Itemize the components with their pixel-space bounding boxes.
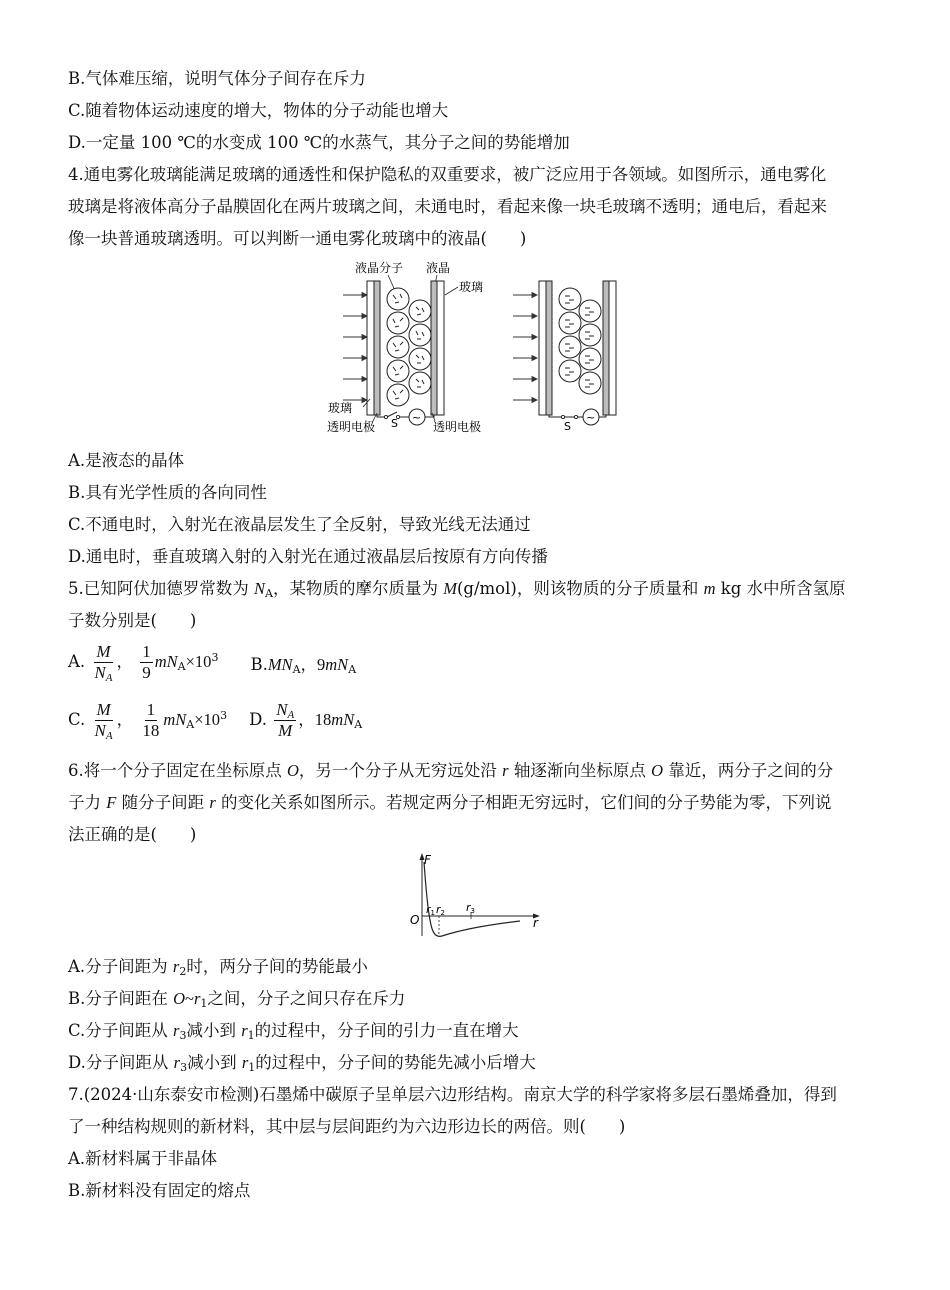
q7-option-a: A.新材料属于非晶体	[68, 1149, 218, 1168]
q3-option-b: B.气体难压缩，说明气体分子间存在斥力	[68, 69, 366, 88]
q3-option-c: C.随着物体运动速度的增大，物体的分子动能也增大	[68, 101, 449, 120]
q4-option-a: A.是液态的晶体	[68, 451, 185, 470]
origin-label: O	[410, 913, 420, 927]
label-switch-right: S	[564, 420, 571, 433]
q5-option-d: D. $\frac{N_A}{M}$ ，$18mN_A$	[249, 700, 363, 740]
ac-source-left: ~	[412, 411, 422, 424]
aligned-molecules	[559, 288, 601, 394]
q5-option-row-ab	[68, 642, 356, 683]
disordered-molecules	[387, 288, 431, 406]
q3-option-d: D.一定量 100 ℃的水变成 100 ℃的水蒸气，其分子之间的势能增加	[68, 133, 570, 152]
label-glass-left: 玻璃	[328, 401, 353, 415]
q6-option-d: D.分子间距从 $r_3$减小到 $r_1$的过程中，分子间的势能先减小后增大	[68, 1053, 536, 1074]
q5-option-a: A. $\frac{M}{N_A}$ ， $\frac{1}{9}$ $mN_A\times 10^3$	[68, 642, 219, 684]
axis-label-f: F	[424, 853, 431, 867]
label-switch-left: S	[391, 417, 398, 430]
q4-stem-line2: 玻璃是将液体高分子晶膜固化在两片玻璃之间，未通电时，看起来像一块毛玻璃不透明；通电后，看起来	[68, 197, 827, 216]
label-transparent-electrode-left: 透明电极	[327, 420, 376, 434]
force-curve	[424, 862, 520, 936]
label-liquid-crystal-molecule: 液晶分子	[355, 261, 404, 275]
q6-stem-line1: 6.将一个分子固定在坐标原点 O，另一个分子从无穷远处沿 r 轴逐渐向坐标原点 O 靠近，两分子之间的分	[68, 761, 834, 780]
label-r2: r2	[436, 903, 445, 917]
label-r3: r3	[466, 901, 475, 915]
force-distance-graph	[402, 850, 547, 940]
q5-option-b: $B.MN_A$，$9mN_A$	[250, 654, 357, 676]
q5-option-c: C. $\frac{M}{N_A}$ ， $\frac{1}{18}$ $mN_A\times 10^3$	[68, 700, 228, 742]
q4-option-b: B.具有光学性质的各向同性	[68, 483, 267, 502]
label-r1: r1	[426, 903, 435, 917]
liquid-crystal-glass-figure	[325, 255, 630, 440]
q6-stem-line2: 子力 F 随分子间距 r 的变化关系如图所示。若规定两分子相距无穷远时，它们间的分子势能为零，下列说	[68, 793, 832, 812]
q6-stem-line3: 法正确的是( )	[68, 825, 197, 844]
q7-stem-line2: 了一种结构规则的新材料，其中层与层间距约为六边形边长的两倍。则( )	[68, 1117, 626, 1136]
ac-source-right: ~	[586, 411, 596, 424]
q5-stem-line1: 5.已知阿伏加德罗常数为 $N_A$，某物质的摩尔质量为 M(g/mol)，则该物质的分子质量和 m kg 水中所含氢原	[68, 579, 846, 600]
label-glass-right: 玻璃	[459, 280, 484, 294]
label-transparent-electrode-right: 透明电极	[433, 420, 482, 434]
q4-option-d: D.通电时，垂直玻璃入射的入射光在通过液晶层后按原有方向传播	[68, 547, 548, 566]
q6-option-b: B.分子间距在 $O\sim r_1$之间，分子之间只存在斥力	[68, 989, 406, 1010]
axis-label-r: r	[533, 916, 538, 930]
q7-option-b: B.新材料没有固定的熔点	[68, 1181, 251, 1200]
q5-stem-line2: 子数分别是( )	[68, 611, 197, 630]
q7-stem-line1: 7.(2024·山东泰安市检测)石墨烯中碳原子呈单层六边形结构。南京大学的科学家将多层石墨烯叠加，得到	[68, 1085, 837, 1104]
incident-light-arrows-powered	[513, 293, 537, 403]
incident-light-arrows	[343, 293, 367, 403]
q6-option-c: C.分子间距从 $r_3$减小到 $r_1$的过程中，分子间的引力一直在增大	[68, 1021, 519, 1042]
q4-stem-line1: 4.通电雾化玻璃能满足玻璃的通透性和保护隐私的双重要求，被广泛应用于各领域。如图所示，通电雾化	[68, 165, 827, 184]
label-liquid-crystal: 液晶	[426, 261, 451, 275]
q4-stem-line3: 像一块普通玻璃透明。可以判断一通电雾化玻璃中的液晶( )	[68, 229, 527, 248]
q4-option-c: C.不通电时，入射光在液晶层发生了全反射，导致光线无法通过	[68, 515, 531, 534]
q5-option-row-cd	[68, 700, 362, 741]
q6-option-a: A.分子间距为 $r_2$时，两分子间的势能最小	[68, 957, 368, 978]
